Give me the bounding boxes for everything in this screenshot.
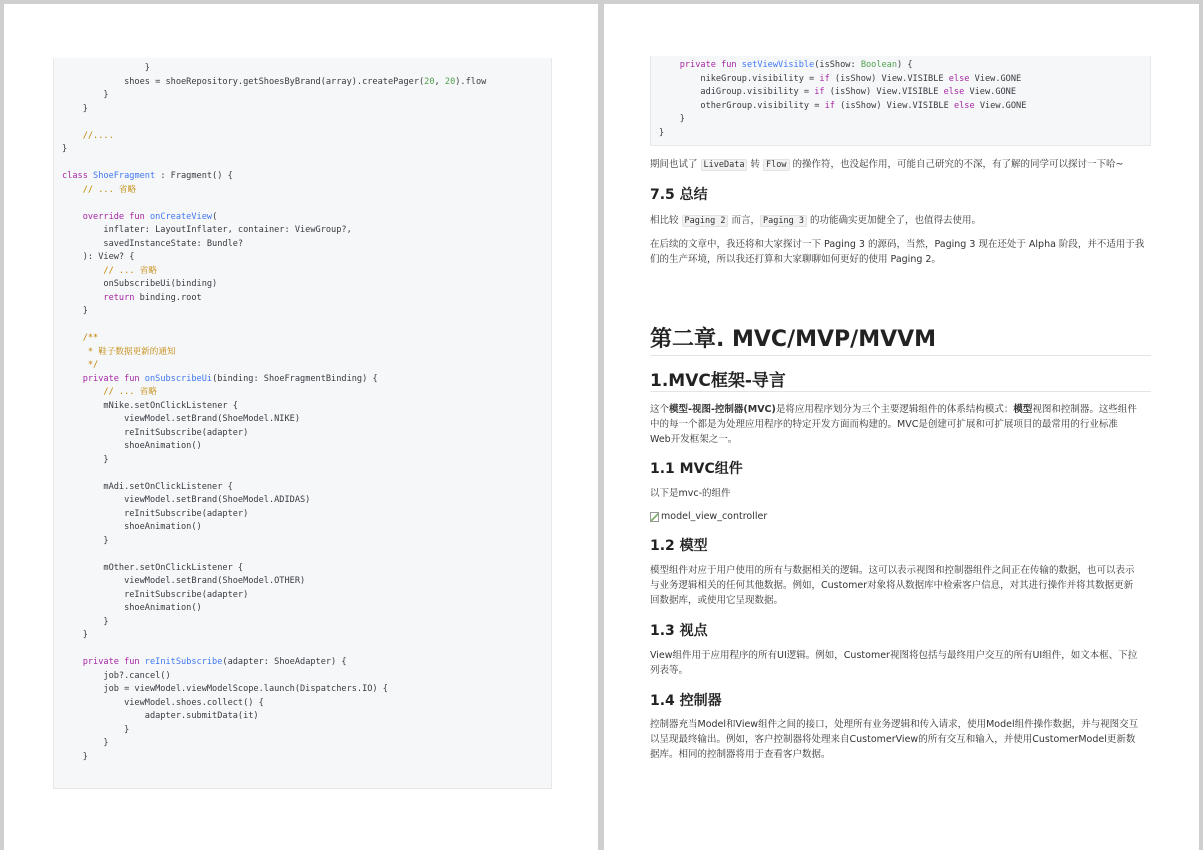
code-token: savedInstanceState: Bundle? [62, 238, 244, 249]
code-token: } [62, 103, 88, 114]
code-token: View.GONE [974, 100, 1027, 111]
inline-code: Flow [763, 159, 789, 171]
code-token: * 鞋子数据更新的通知 [62, 346, 176, 357]
code-token: shoeAnimation() [62, 522, 202, 532]
code-token: } [62, 535, 109, 546]
divider [650, 391, 1151, 392]
code-line [62, 562, 486, 576]
code-token: (isShow) View.VISIBLE [824, 87, 944, 97]
paragraph-livedata: 期间也试了 LiveData 转 Flow 的操作符，也没起作用，可能自己研究的不深，有了解的同学可以探讨一下哈~ [650, 159, 1124, 170]
code-token: adapter.submitData(it) [62, 711, 259, 721]
code-token: } [62, 306, 88, 316]
code-token: ShoeFragment [93, 171, 156, 181]
code-token: private fun [62, 373, 145, 384]
code-token: ( [212, 211, 218, 222]
code-token: } [62, 63, 150, 73]
code-token: viewModel.setBrand(ShoeModel.OTHER) [62, 576, 306, 586]
code-token: adiGroup.visibility = [659, 87, 815, 97]
code-line [659, 127, 1026, 141]
code-token: if [814, 87, 825, 97]
code-line [62, 751, 486, 765]
paragraph-components: 以下是mvc-的组件 [650, 488, 731, 499]
code-line [62, 76, 486, 90]
code-token: override fun [62, 211, 150, 222]
code-token: else [943, 87, 965, 97]
code-token: viewModel.setBrand(ShoeModel.ADIDAS) [62, 495, 311, 505]
code-token: mOther.setOnClickListener { [62, 562, 244, 573]
code-token: } [62, 738, 109, 748]
code-line [62, 305, 486, 319]
code-line [62, 494, 486, 508]
code-line [62, 683, 486, 697]
code-token: ) { [897, 60, 913, 70]
code-token: private fun [62, 657, 145, 667]
code-token: } [62, 724, 130, 735]
code-token: // ... 省略 [62, 184, 137, 195]
code-token: inflater: LayoutInflater, container: ViewGroup?, [62, 225, 352, 235]
code-line [62, 373, 486, 387]
code-line [62, 238, 486, 252]
code-line [62, 589, 486, 603]
divider [650, 355, 1151, 356]
paragraph-compare: 相比较 Paging 2 而言， Paging 3 的功能确实更加健全了，也值得去使用。 [650, 215, 981, 226]
code-token: : Fragment() { [155, 171, 233, 181]
code-line [62, 616, 486, 630]
code-token: reInitSubscribe [144, 657, 223, 667]
code-token: reInitSubscribe(adapter) [62, 508, 249, 519]
code-line [62, 724, 486, 738]
code-token: setViewVisible [741, 60, 815, 70]
paragraph-view: View组件用于应用程序的所有UI逻辑。例如，Customer视图将包括与最终用户交互的所有UI组件，如文本框、下拉 列表等。 [650, 650, 1138, 676]
code-token: job?.cancel() [62, 670, 171, 681]
code-token: viewModel.setBrand(ShoeModel.NIKE) [62, 414, 300, 424]
paragraph-controller: 控制器充当Model和View组件之间的接口，处理所有业务逻辑和传入请求，使用Model组件操作数据，并与视图交互 以呈现最终输出。例如，客户控制器将处理来自CustomerView的所有交互和输入，并使用CustomerModel更新数 据库。相同的控制器将用于查看客户数据。 [650, 719, 1139, 760]
code-token: } [62, 144, 68, 154]
code-lines [62, 62, 486, 764]
code-line [659, 59, 1026, 73]
code-block [53, 58, 552, 789]
code-line [62, 278, 486, 292]
paragraph-future: 在后续的文章中，我还将和大家探讨一下 Paging 3 的源码，当然，Paging 3 现在还处于 Alpha 阶段，并不适用于我 们的生产环境，所以我还打算和大家聊聊如何更好的使用 Paging 2。 [650, 239, 1145, 265]
code-line [62, 535, 486, 549]
code-token: } [62, 751, 88, 762]
code-token: } [659, 114, 685, 124]
code-line [62, 211, 486, 225]
code-line [62, 359, 486, 373]
code-token: if [819, 73, 830, 84]
code-token: Boolean [860, 60, 898, 70]
code-token: ): View? { [62, 252, 135, 262]
code-lines [659, 59, 1026, 140]
code-line [62, 454, 486, 468]
code-line [62, 413, 486, 427]
heading-controller: 1.4 控制器 [650, 693, 722, 709]
code-line [659, 100, 1026, 114]
code-line [62, 710, 486, 724]
code-token: 20 [444, 76, 456, 87]
code-line [62, 643, 486, 657]
inline-code: Paging 3 [760, 215, 807, 227]
code-line [62, 332, 486, 346]
code-line [62, 737, 486, 751]
code-line [62, 548, 486, 562]
code-token: View.GONE [969, 73, 1022, 84]
code-line [62, 143, 486, 157]
code-line [62, 197, 486, 211]
code-token: mAdi.setOnClickListener { [62, 481, 233, 492]
code-line [62, 386, 486, 400]
code-token: if [824, 100, 835, 111]
code-line [62, 481, 486, 495]
code-token: shoes = shoeRepository.getShoesByBrand(array).createPager( [62, 76, 425, 87]
code-token: shoeAnimation() [62, 441, 202, 451]
code-line [62, 184, 486, 198]
code-token: } [62, 90, 109, 100]
code-token: (isShow: [814, 60, 861, 70]
code-line [62, 467, 486, 481]
code-line [62, 629, 486, 643]
code-token: binding.root [139, 292, 202, 303]
left-page [4, 4, 598, 850]
code-token: } [659, 127, 665, 138]
code-line [62, 346, 486, 360]
code-line [62, 157, 486, 171]
code-token: nikeGroup.visibility = [659, 73, 820, 84]
inline-code: Paging 2 [682, 215, 729, 227]
code-token: View.GONE [964, 87, 1017, 97]
code-token: job = viewModel.viewModelScope.launch(Dispatchers.IO) { [62, 684, 388, 694]
code-line [659, 113, 1026, 127]
code-line [62, 251, 486, 265]
code-token: // ... 省略 [62, 265, 157, 276]
code-line [62, 521, 486, 535]
code-line [62, 508, 486, 522]
code-token: reInitSubscribe(adapter) [62, 427, 249, 438]
code-token: mNike.setOnClickListener { [62, 400, 238, 411]
code-token: } [62, 630, 88, 640]
code-line [62, 224, 486, 238]
code-token: (isShow) View.VISIBLE [829, 73, 949, 84]
code-token: /** [62, 333, 99, 343]
code-token: onCreateView [149, 211, 213, 222]
code-line [659, 73, 1026, 87]
code-line [62, 656, 486, 670]
code-token: onSubscribeUi(binding) [62, 279, 218, 289]
broken-image-icon [650, 512, 659, 522]
code-token: private fun [659, 60, 742, 70]
right-page [604, 4, 1199, 850]
code-token: (isShow) View.VISIBLE [834, 100, 954, 111]
code-token: reInitSubscribe(adapter) [62, 589, 249, 600]
code-line [62, 400, 486, 414]
code-token: , [434, 76, 445, 87]
code-token: ).flow [455, 76, 487, 87]
code-token: shoeAnimation() [62, 603, 202, 613]
code-block [650, 56, 1151, 146]
code-line [62, 670, 486, 684]
code-token: else [948, 73, 970, 84]
code-token: viewModel.shoes.collect() { [62, 697, 264, 708]
code-line [62, 116, 486, 130]
code-line [62, 292, 486, 306]
code-line [62, 697, 486, 711]
code-token: 20 [424, 76, 435, 87]
inline-code: LiveData [701, 159, 748, 171]
code-line [62, 602, 486, 616]
code-line [62, 130, 486, 144]
code-token: return [62, 292, 140, 303]
code-line [62, 89, 486, 103]
code-line [62, 575, 486, 589]
code-token: otherGroup.visibility = [659, 100, 825, 111]
broken-image: model_view_controller [650, 509, 767, 524]
chapter-title: 第二章. MVC/MVP/MVVM [650, 327, 937, 352]
heading-components: 1.1 MVC组件 [650, 461, 743, 477]
code-line [62, 103, 486, 117]
heading-model: 1.2 模型 [650, 538, 708, 554]
heading-mvc-intro: 1.MVC框架-导言 [650, 371, 786, 391]
code-line [62, 265, 486, 279]
code-token: else [953, 100, 975, 111]
code-line [62, 440, 486, 454]
code-token: } [62, 616, 109, 627]
code-line [659, 86, 1026, 100]
code-token: onSubscribeUi [144, 373, 213, 384]
heading-view: 1.3 视点 [650, 623, 708, 639]
code-token: (binding: ShoeFragmentBinding) { [212, 373, 378, 384]
code-token: class [62, 171, 94, 181]
code-line [62, 427, 486, 441]
code-token: // ... 省略 [62, 387, 157, 397]
code-token: //.... [62, 130, 114, 141]
code-token: } [62, 454, 109, 465]
heading-summary: 7.5 总结 [650, 187, 708, 203]
code-token: */ [62, 360, 99, 370]
code-line [62, 319, 486, 333]
paragraph-model: 模型组件对应于用户使用的所有与数据相关的逻辑。这可以表示视图和控制器组件之间正在传输的数据，也可以表示 与业务逻辑相关的任何其他数据。例如，Customer对象将从数据库中检索客户信息，对其进行操作并将其数据更新 回数据库，或使用它呈现数据。 [650, 565, 1135, 606]
paragraph-mvc: 这个模型-视图-控制器(MVC)是将应用程序划分为三个主要逻辑组件的体系结构模式：模型视图和控制器。这些组件 中的每一个都是为处理应用程序的特定开发方面而构建的。MVC是创建可扩展和可扩展项目的最常用的行业标准 Web开发框架之一。 [650, 404, 1137, 445]
code-line [62, 170, 486, 184]
code-token: (adapter: ShoeAdapter) { [222, 657, 347, 667]
code-line [62, 62, 486, 76]
